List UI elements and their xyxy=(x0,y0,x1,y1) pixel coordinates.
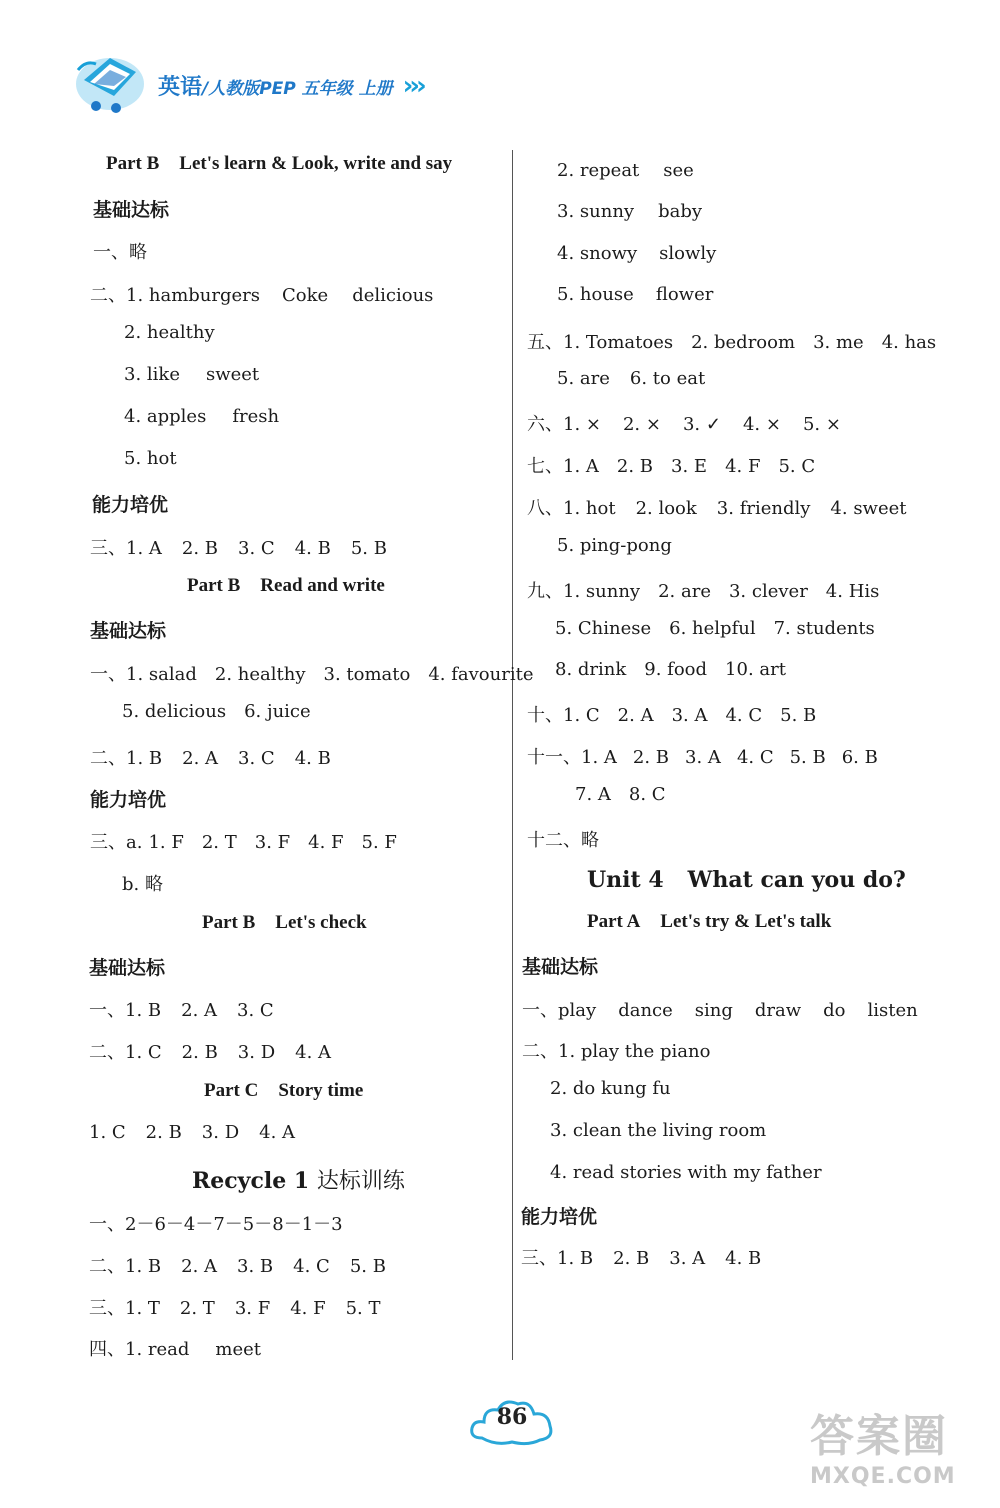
answer-line: 3. sunny baby xyxy=(557,201,703,222)
answer-line: 2. repeat see xyxy=(557,160,694,181)
answer-line: 4. read stories with my father xyxy=(550,1162,822,1183)
answer-line: 七、1. A 2. B 3. E 4. F 5. C xyxy=(527,456,816,477)
answer-line: 5. hot xyxy=(124,448,177,469)
chevron-right-icon: ››› xyxy=(402,71,423,101)
answer-line: 5. are 6. to eat xyxy=(557,368,706,389)
column-divider xyxy=(512,150,513,1360)
answer-line: 2. healthy xyxy=(124,322,215,343)
answer-line: 四、1. read meet xyxy=(89,1339,262,1360)
answer-line: 一、略 xyxy=(93,242,147,263)
answer-line: 十、1. C 2. A 3. A 4. C 5. B xyxy=(527,705,817,726)
basic-heading: 基础达标 xyxy=(522,956,599,978)
answer-line: 5. delicious 6. juice xyxy=(122,701,311,722)
recycle-title: Recycle 1 达标训练 xyxy=(192,1168,405,1194)
ability-heading: 能力培优 xyxy=(90,789,167,811)
section-title: Part B Let's learn & Look, write and say xyxy=(106,153,453,174)
answer-line: 4. snowy slowly xyxy=(557,243,717,264)
unit-title: Unit 4 What can you do? xyxy=(587,867,906,893)
answer-line: 一、1. B 2. A 3. C xyxy=(89,1000,274,1021)
answer-line: 二、1. B 2. A 3. B 4. C 5. B xyxy=(89,1256,386,1277)
edition-label: /人教版PEP 五年级 上册 xyxy=(202,79,393,99)
book-mascot-icon xyxy=(70,40,150,120)
section-title: Part A Let's try & Let's talk xyxy=(587,911,832,932)
page-header xyxy=(70,40,550,130)
answer-line: 三、1. T 2. T 3. F 4. F 5. T xyxy=(89,1298,381,1319)
answer-line: 3. clean the living room xyxy=(550,1120,767,1141)
answer-line: 二、1. hamburgers Coke delicious xyxy=(90,285,434,306)
answer-line: 一、play dance sing draw do listen xyxy=(522,1000,918,1021)
answer-line: 5. house flower xyxy=(557,284,714,305)
basic-heading: 基础达标 xyxy=(93,199,170,221)
answer-line: 五、1. Tomatoes 2. bedroom 3. me 4. has xyxy=(527,332,937,353)
answer-line: 三、a. 1. F 2. T 3. F 4. F 5. F xyxy=(90,832,397,853)
answer-line: 三、1. B 2. B 3. A 4. B xyxy=(521,1248,762,1269)
answer-line: 六、1. × 2. × 3. ✓ 4. × 5. × xyxy=(527,414,841,435)
answer-line: 二、1. play the piano xyxy=(522,1041,711,1062)
answer-line: 7. A 8. C xyxy=(575,784,666,805)
subject-label: 英语 xyxy=(158,75,203,100)
answer-line: 一、2－6－4－7－5－8－1－3 xyxy=(89,1214,343,1235)
answer-line: 二、1. C 2. B 3. D 4. A xyxy=(89,1042,332,1063)
answer-line: 十一、1. A 2. B 3. A 4. C 5. B 6. B xyxy=(527,747,878,768)
answer-line: b. 略 xyxy=(122,874,163,895)
ability-heading: 能力培优 xyxy=(92,494,169,516)
watermark: 答案圈 MXQE.COM xyxy=(810,1411,956,1489)
answer-line: 5. Chinese 6. helpful 7. students xyxy=(555,618,875,639)
basic-heading: 基础达标 xyxy=(90,620,167,642)
page-number: 86 xyxy=(468,1392,556,1452)
ability-heading: 能力培优 xyxy=(521,1206,598,1228)
book-title xyxy=(158,70,423,101)
answer-line: 8. drink 9. food 10. art xyxy=(555,659,786,680)
answer-line: 十二、略 xyxy=(527,830,599,851)
section-title: Part B Let's check xyxy=(202,912,367,933)
answer-line: 2. do kung fu xyxy=(550,1078,671,1099)
basic-heading: 基础达标 xyxy=(89,957,166,979)
section-title: Part B Read and write xyxy=(187,575,385,596)
answer-line: 一、1. salad 2. healthy 3. tomato 4. favourite xyxy=(90,664,534,685)
answer-line: 八、1. hot 2. look 3. friendly 4. sweet xyxy=(527,498,907,519)
answer-line: 三、1. A 2. B 3. C 4. B 5. B xyxy=(90,538,387,559)
answer-line: 4. apples fresh xyxy=(124,406,280,427)
answer-line: 九、1. sunny 2. are 3. clever 4. His xyxy=(527,581,880,602)
answer-line: 3. like sweet xyxy=(124,364,260,385)
section-title: Part C Story time xyxy=(204,1080,364,1101)
answer-line: 二、1. B 2. A 3. C 4. B xyxy=(90,748,331,769)
answer-line: 5. ping-pong xyxy=(557,535,672,556)
answer-line: 1. C 2. B 3. D 4. A xyxy=(89,1122,296,1143)
